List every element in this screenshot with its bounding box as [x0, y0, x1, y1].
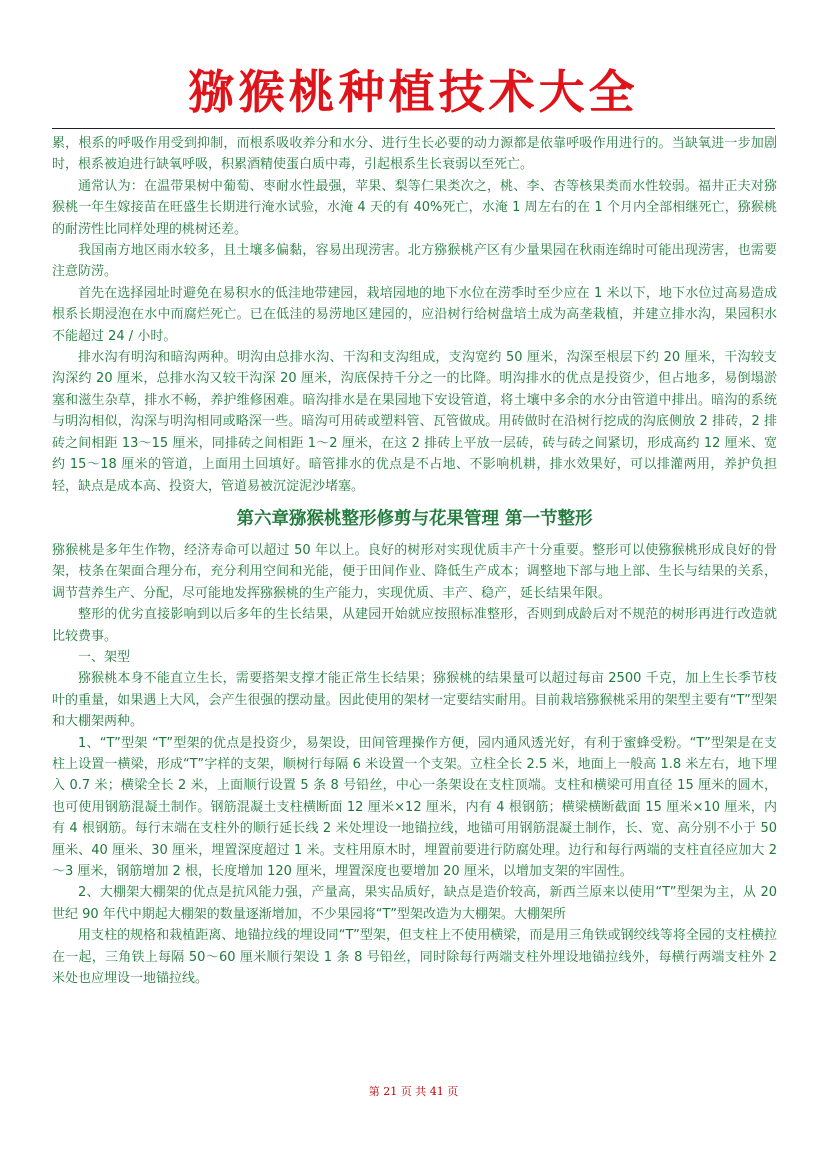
paragraph: 猕猴桃本身不能直立生长，需要搭架支撑才能正常生长结果；猕猴桃的结果量可以超过每亩 2500 千克，加上生长季节枝叶的重量，如果遇上大风，会产生很强的摆动量。因此使用的架材一定要结实耐用。目前栽培猕猴桃采用的架型主要有“T”型架和大棚架两种。: [52, 671, 777, 730]
chapter-heading: 第六章猕猴桃整形修剪与花果管理 第一节整形: [236, 508, 593, 529]
document-title: 猕猴桃种植技术大全: [188, 65, 639, 119]
paragraph: 1、“T”型架 “T”型架的优点是投资少，易架设，田间管理操作方便，园内通风透光好，有利于蜜蜂受粉。“T”型架是在支柱上设置一横梁，形成“T”字样的支架，顺树行每隔 6 米设置一个支架。立柱全长 2.5 米，地面上一般高 1.8 米左右，地下埋入 0.7 米；横梁全长 2 米，上面顺行设置 5 条 8 号铅丝，中心一条架设在支柱顶端。支柱和横梁可用直径 15 厘米的圆木，也可使用钢筋混凝土制作。钢筋混凝土支柱横断面 12 厘米×12 厘米，内有 4 根钢筋；横梁横断截面 15 厘米×10 厘米，内有 4 根钢筋。每行末端在支柱外的顺行延长线 2 米处埋设一地锚拉线，地锚可用钢筋混凝土制作，长、宽、高分别不小于 50 厘米、40 厘米、30 厘米，埋置深度超过 1 米。支柱用原木时，埋置前要进行防腐处理。边行和每行两端的支柱直径应加大 2～3 厘米，钢筋增加 2 根，长度增加 120 厘米，埋置深度也要增加 20 厘米，以增加支架的牢固性。: [52, 735, 777, 879]
paragraph: 首先在选择园址时避免在易积水的低洼地带建园，栽培园地的地下水位在涝季时至少应在 1 米以下，地下水位过高易造成根系长期浸泡在水中而腐烂死亡。已在低洼的易涝地区建园的，应沿树行给树盘培土成为高垄栽植，并建立排水沟，果园积水不能超过 24 / 小时。: [52, 285, 777, 344]
section-heading: 一、架型: [78, 649, 131, 665]
paragraph: 我国南方地区雨水较多，且土壤多偏黏，容易出现涝害。北方猕猴桃产区有少量果园在秋雨连绵时可能出现涝害，也需要注意防涝。: [52, 243, 777, 280]
page-number: 第 21 页 共 41 页: [368, 1085, 459, 1098]
paragraph: 2、大棚架大棚架的优点是抗风能力强，产量高，果实品质好，缺点是造价较高，新西兰原来以使用“T”型架为主，从 20 世纪 90 年代中期起大棚架的数量逐渐增加，不少果园将“T”型架改造为大棚架。大棚架所: [52, 885, 777, 922]
header-divider: [52, 128, 775, 129]
paragraph: 整形的优劣直接影响到以后多年的生长结果，从建园开始就应按照标准整形，否则到成龄后对不规范的树形再进行改造就比较费事。: [52, 607, 777, 644]
paragraph: 排水沟有明沟和暗沟两种。明沟由总排水沟、干沟和支沟组成，支沟宽约 50 厘米，沟深至根层下约 20 厘米，干沟较支沟深约 20 厘米，总排水沟又较干沟深 20 厘米，沟底保持千分之一的比降。明沟排水的优点是投资少，但占地多，易倒塌淤塞和滋生杂草，排水不畅，养护维修困难。暗沟排水是在果园地下安设管道，将土壤中多余的水分由管道中排出。暗沟的系统与明沟相似，沟深与明沟相同或略深一些。暗沟可用砖或塑料管、瓦管做成。用砖做时在沿树行挖成的沟底侧放 2 排砖，2 排砖之间相距 13～15 厘米，同排砖之间相距 1～2 厘米，在这 2 排砖上平放一层砖，砖与砖之间紧切，形成高约 12 厘米、宽约 15～18 厘米的管道，上面用土回填好。暗管排水的优点是不占地、不影响机耕，排水效果好，可以排灌两用，养护负担轻，缺点是成本高、投资大，管道易被沉淀泥沙堵塞。: [52, 350, 777, 494]
paragraph: 通常认为：在温带果树中葡萄、枣耐水性最强，苹果、梨等仁果类次之，桃、李、杏等核果类而水性较弱。福井正夫对猕猴桃一年生嫁接苗在旺盛生长期进行淹水试验，水淹 4 天的有 40%死亡，水淹 1 周左右的在 1 个月内全部相继死亡，猕猴桃的耐涝性比同样处理的桃树还差。: [52, 178, 777, 237]
paragraph: 猕猴桃是多年生作物，经济寿命可以超过 50 年以上。良好的树形对实现优质丰产十分重要。整形可以使猕猴桃形成良好的骨架，枝条在架面合理分布，充分利用空间和光能，便于田间作业、降低生产成本；调整地下部与地上部、生长与结果的关系，调节营养生产、分配，尽可能地发挥猕猴桃的生产能力，实现优质、丰产、稳产，延长结果年限。: [52, 542, 777, 601]
paragraph: 用支柱的规格和栽植距离、地锚拉线的埋设同“T”型架，但支柱上不使用横梁，而是用三角铁或钢绞线等将全园的支柱横拉在一起，三角铁上每隔 50～60 厘米顺行架设 1 条 8 号铅丝，同时除每行两端支柱外埋设地锚拉线外，每横行两端支柱外 2 米处也应埋设一地锚拉线。: [52, 928, 777, 987]
body-text: [52, 133, 777, 989]
paragraph: 累，根系的呼吸作用受到抑制，而根系吸收养分和水分、进行生长必要的动力源都是依靠呼吸作用进行的。当缺氧进一步加剧时，根系被迫进行缺氧呼吸，积累酒精使蛋白质中毒，引起根系生长衰弱以至死亡。: [52, 136, 777, 173]
